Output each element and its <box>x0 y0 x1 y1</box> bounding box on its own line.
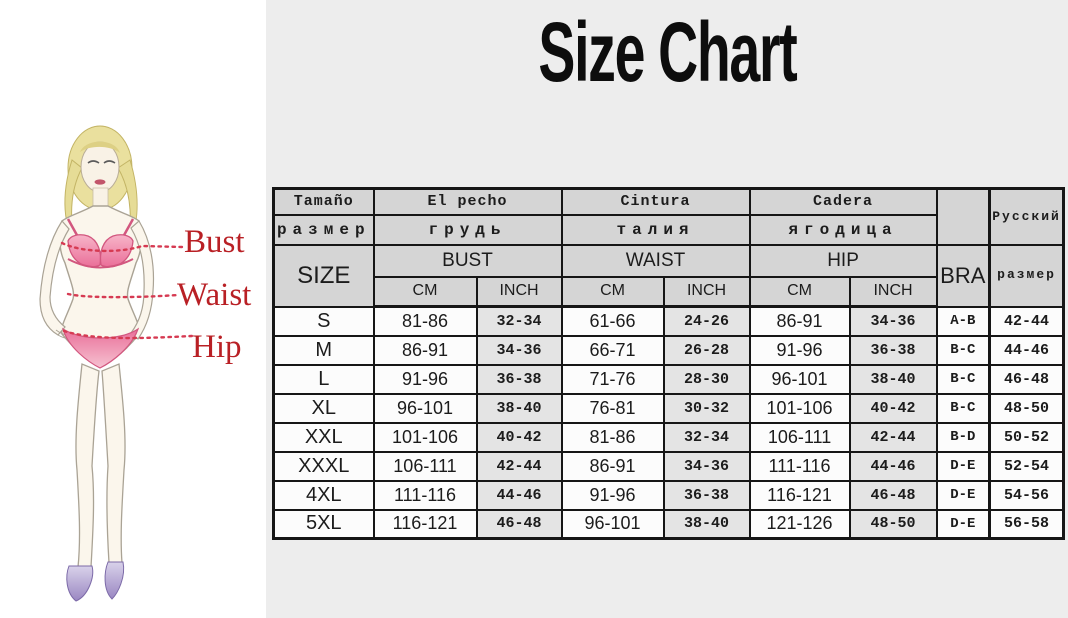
table-row-m <box>274 336 1064 365</box>
cell-bust-inch: 42-44 <box>477 452 562 481</box>
header-hip: HIP <box>750 245 937 277</box>
cell-bust-cm: 86-91 <box>374 336 477 365</box>
cell-waist-cm: 61-66 <box>562 307 664 336</box>
cell-bust-cm: 81-86 <box>374 307 477 336</box>
cell-hip-cm: 91-96 <box>750 336 850 365</box>
cell-hip-inch: 42-44 <box>850 423 937 452</box>
cell-bra: B-C <box>937 394 990 423</box>
cell-hip-inch: 46-48 <box>850 481 937 510</box>
cell-bra: D-E <box>937 481 990 510</box>
cell-bra: D-E <box>937 452 990 481</box>
cell-size: 5XL <box>274 510 374 539</box>
header-el-pecho: El pecho <box>374 189 562 215</box>
cell-bust-inch: 46-48 <box>477 510 562 539</box>
cell-rus-size: 42-44 <box>990 307 1064 336</box>
cell-bust-cm: 116-121 <box>374 510 477 539</box>
cell-rus-size: 56-58 <box>990 510 1064 539</box>
cell-size: 4XL <box>274 481 374 510</box>
cell-bust-inch: 32-34 <box>477 307 562 336</box>
header-bra: BRA <box>937 245 990 307</box>
cell-waist-inch: 24-26 <box>664 307 750 336</box>
cell-rus-size: 54-56 <box>990 481 1064 510</box>
cell-hip-inch: 34-36 <box>850 307 937 336</box>
cell-hip-inch: 36-38 <box>850 336 937 365</box>
cell-waist-inch: 36-38 <box>664 481 750 510</box>
hip-label: Hip <box>192 329 242 365</box>
title-bar <box>272 5 1062 99</box>
cell-hip-cm: 121-126 <box>750 510 850 539</box>
header-waist: WAIST <box>562 245 750 277</box>
cell-size: L <box>274 365 374 394</box>
cell-hip-cm: 106-111 <box>750 423 850 452</box>
cell-waist-cm: 96-101 <box>562 510 664 539</box>
cell-rus-size: 50-52 <box>990 423 1064 452</box>
cell-size: S <box>274 307 374 336</box>
cell-waist-inch: 30-32 <box>664 394 750 423</box>
cell-rus-size: 44-46 <box>990 336 1064 365</box>
cell-bra: B-C <box>937 365 990 394</box>
cell-bust-cm: 101-106 <box>374 423 477 452</box>
cell-waist-cm: 86-91 <box>562 452 664 481</box>
header-grud: грудь <box>374 215 562 245</box>
header-size: SIZE <box>274 245 374 307</box>
cell-waist-cm: 76-81 <box>562 394 664 423</box>
cell-waist-inch: 28-30 <box>664 365 750 394</box>
cell-hip-inch: 44-46 <box>850 452 937 481</box>
table-row-l <box>274 365 1064 394</box>
cell-hip-inch: 38-40 <box>850 365 937 394</box>
cell-size: M <box>274 336 374 365</box>
legs <box>76 364 125 567</box>
header-cadera: Cadera <box>750 189 937 215</box>
cell-size: XL <box>274 394 374 423</box>
cell-bust-inch: 40-42 <box>477 423 562 452</box>
header-bust-inch: INCH <box>477 277 562 307</box>
table-row-xl <box>274 394 1064 423</box>
header-hip-inch: INCH <box>850 277 937 307</box>
cell-rus-size: 52-54 <box>990 452 1064 481</box>
header-waist-cm: CM <box>562 277 664 307</box>
header-razmer-ru: размер <box>990 245 1064 307</box>
shoes <box>67 562 124 601</box>
table-row-s <box>274 307 1064 336</box>
header-bust-cm: CM <box>374 277 477 307</box>
cell-bust-inch: 38-40 <box>477 394 562 423</box>
cell-size: XXL <box>274 423 374 452</box>
header-tamano: Tamaño <box>274 189 374 215</box>
cell-waist-inch: 32-34 <box>664 423 750 452</box>
table-row-5xl <box>274 510 1064 539</box>
table-row-xxxl <box>274 452 1064 481</box>
cell-waist-cm: 71-76 <box>562 365 664 394</box>
cell-bust-inch: 36-38 <box>477 365 562 394</box>
waist-label: Waist <box>177 277 252 313</box>
cell-bust-inch: 34-36 <box>477 336 562 365</box>
cell-waist-cm: 81-86 <box>562 423 664 452</box>
cell-bra: B-C <box>937 336 990 365</box>
cell-bust-inch: 44-46 <box>477 481 562 510</box>
header-bust: BUST <box>374 245 562 277</box>
cell-bra: D-E <box>937 510 990 539</box>
cell-size: XXXL <box>274 452 374 481</box>
size-chart-table <box>272 187 1065 540</box>
header-yagoditsa: ягодица <box>750 215 937 245</box>
header-razmer: размер <box>274 215 374 245</box>
header-waist-inch: INCH <box>664 277 750 307</box>
header-taliya: талия <box>562 215 750 245</box>
cell-waist-cm: 66-71 <box>562 336 664 365</box>
cell-bra: A-B <box>937 307 990 336</box>
cell-hip-cm: 96-101 <box>750 365 850 394</box>
cell-hip-inch: 40-42 <box>850 394 937 423</box>
cell-bust-cm: 96-101 <box>374 394 477 423</box>
cell-hip-cm: 116-121 <box>750 481 850 510</box>
header-russkiy: Русский <box>990 189 1064 245</box>
cell-waist-inch: 34-36 <box>664 452 750 481</box>
cell-hip-cm: 86-91 <box>750 307 850 336</box>
header-cintura: Cintura <box>562 189 750 215</box>
cell-waist-inch: 38-40 <box>664 510 750 539</box>
cell-bust-cm: 106-111 <box>374 452 477 481</box>
cell-hip-cm: 111-116 <box>750 452 850 481</box>
table-row-4xl <box>274 481 1064 510</box>
cell-rus-size: 48-50 <box>990 394 1064 423</box>
cell-bust-cm: 91-96 <box>374 365 477 394</box>
page-title: Size Chart <box>538 5 796 99</box>
header-hip-cm: CM <box>750 277 850 307</box>
cell-rus-size: 46-48 <box>990 365 1064 394</box>
table-row-xxl <box>274 423 1064 452</box>
cell-bust-cm: 111-116 <box>374 481 477 510</box>
figure-panel <box>0 0 266 618</box>
header-bra-spacer <box>937 189 990 245</box>
cell-hip-inch: 48-50 <box>850 510 937 539</box>
bust-label: Bust <box>184 224 245 260</box>
cell-bra: B-D <box>937 423 990 452</box>
cell-waist-cm: 91-96 <box>562 481 664 510</box>
cell-waist-inch: 26-28 <box>664 336 750 365</box>
cell-hip-cm: 101-106 <box>750 394 850 423</box>
